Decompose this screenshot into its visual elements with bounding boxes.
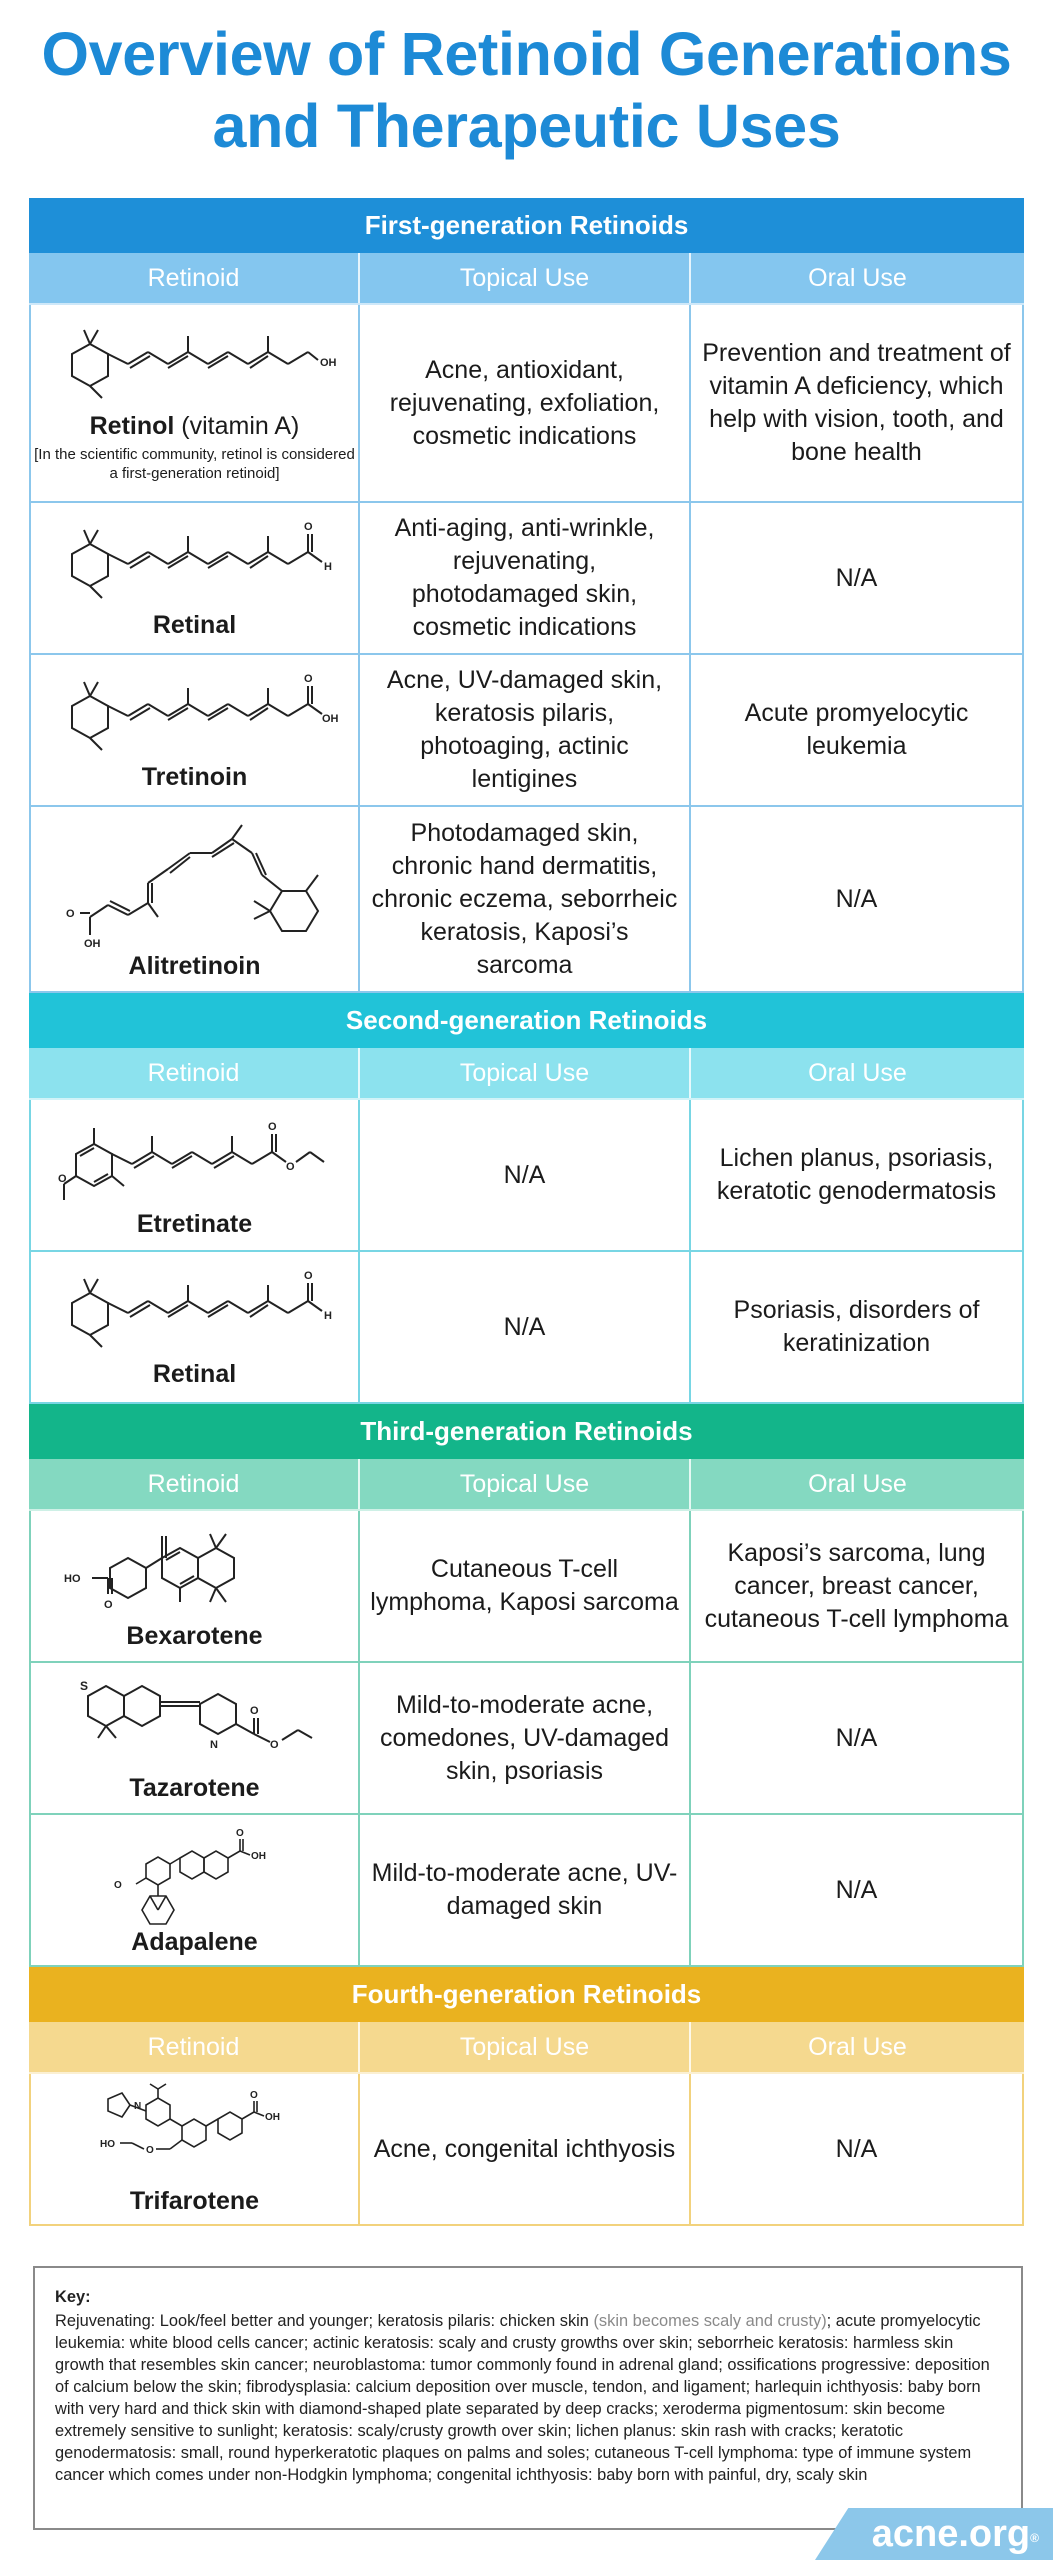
retinal-structure-diagram xyxy=(50,1265,340,1360)
column-header-topical: Topical Use xyxy=(360,2022,691,2072)
o-label: O xyxy=(145,2144,154,2156)
table-row xyxy=(29,1252,1024,1404)
retinoid-cell xyxy=(29,1511,360,1663)
o-label: O xyxy=(103,1598,113,1611)
retinoid-cell xyxy=(29,1663,360,1815)
o-label: O xyxy=(285,1160,295,1173)
ho-label: HO xyxy=(63,1572,80,1585)
retinoid-cell xyxy=(29,2074,360,2226)
column-header-retinoid: Retinoid xyxy=(29,1459,360,1509)
column-header-retinoid: Retinoid xyxy=(29,1048,360,1098)
oh-label: OH xyxy=(321,713,338,725)
n-label: N xyxy=(209,1738,218,1751)
table-row xyxy=(29,655,1024,807)
topical-use-cell: N/A xyxy=(360,1100,691,1252)
retinoid-name: Etretinate xyxy=(136,1209,253,1238)
o-label: O xyxy=(303,1270,313,1282)
table-row xyxy=(29,503,1024,655)
registered-mark: ® xyxy=(1030,2531,1039,2545)
column-header-row xyxy=(29,253,1024,305)
topical-use-cell: Cutaneous T-cell lymphoma, Kaposi sarcoma xyxy=(360,1511,691,1663)
bexarotene-structure-diagram xyxy=(50,1522,340,1622)
oral-use-cell: Lichen planus, psoriasis, keratotic genodermatosis xyxy=(691,1100,1024,1252)
key-text-light: (skin becomes scaly and crusty) xyxy=(593,2312,827,2330)
column-header-oral: Oral Use xyxy=(808,2032,907,2061)
o-label: O xyxy=(113,1879,122,1891)
column-header-retinoid: Retinoid xyxy=(29,253,360,303)
retinoid-name xyxy=(90,412,300,441)
topical-use-cell: Mild-to-moderate acne, UV-damaged skin xyxy=(360,1815,691,1967)
topical-use-cell: Anti-aging, anti-wrinkle, rejuvenating, photodamaged skin, cosmetic indications xyxy=(360,503,691,655)
key-title: Key: xyxy=(55,2288,91,2306)
column-header-topical: Topical Use xyxy=(360,1048,691,1098)
oral-use-cell: N/A xyxy=(691,1815,1024,1967)
column-header-row xyxy=(29,1459,1024,1511)
s-label: S xyxy=(79,1678,88,1693)
fourth-generation-section xyxy=(29,1967,1024,2226)
glossary-key xyxy=(33,2266,1023,2530)
topical-use-cell: N/A xyxy=(360,1252,691,1404)
retinoid-name: Bexarotene xyxy=(126,1621,263,1650)
section-heading: Third-generation Retinoids xyxy=(29,1404,1024,1459)
tretinoin-structure-diagram xyxy=(50,668,340,763)
topical-use-cell: Acne, UV-damaged skin, keratosis pilaris, photoaging, actinic lentigines xyxy=(360,655,691,807)
retinoid-name: Retinal xyxy=(152,1360,237,1388)
o-label: O xyxy=(249,2089,258,2101)
retinoid-cell xyxy=(29,503,360,655)
o-label: O xyxy=(249,1704,259,1717)
n-label: N xyxy=(133,2100,141,2112)
oral-use-cell: Acute promyelocytic leukemia xyxy=(691,655,1024,807)
adapalene-structure-diagram xyxy=(50,1824,340,1928)
key-text-part-2: ; acute promyelocytic leukemia: white blood cells cancer; actinic keratosis: scaly and crusty growths over skin; seborrheic keratosis: harmless skin growth that resembles skin cancer; neuroblastoma: tumor commonly found in adrenal gland; ossifications progressive: deposition of calcium below the skin; fibrodysplasia: calcium deposition over muscle, tendon, and ligament; harlequin ichthyosis: baby born with very hard and thick skin with diamond-shaped plate separated by deep cracks; xeroderma pigmentosum: skin become extremely sensitive to sunlight; keratosis: scaly/crusty growth over skin; lichen planus: skin rash with cracks; keratotic genodermatosis: small, round hyperkeratotic plaques on palms and soles; cutaneous T-cell lymphoma: type of immune system cancer which comes under non-Hodgkin lymphoma; congenital ichthyosis: baby born with painful, dry, scaly skin xyxy=(55,2312,990,2484)
trifarotene-structure-diagram xyxy=(50,2083,340,2187)
first-generation-section xyxy=(29,198,1024,993)
retinoid-name: Alitretinoin xyxy=(128,952,261,980)
section-heading: Second-generation Retinoids xyxy=(29,993,1024,1048)
oh-label: OH xyxy=(250,1850,266,1862)
topical-use-cell: Mild-to-moderate acne, comedones, UV-damaged skin, psoriasis xyxy=(360,1663,691,1815)
oral-use-cell: Psoriasis, disorders of keratinization xyxy=(691,1252,1024,1404)
oh-label: OH xyxy=(319,356,336,369)
brand-logo[interactable] xyxy=(872,2510,1039,2558)
oral-use-cell: Prevention and treatment of vitamin A deficiency, which help with vision, tooth, and bone health xyxy=(691,305,1024,503)
retinoid-name: Adapalene xyxy=(131,1927,258,1956)
column-header-oral: Oral Use xyxy=(808,1469,907,1498)
second-generation-section xyxy=(29,993,1024,1404)
o-label: O xyxy=(57,1172,67,1185)
table-row xyxy=(29,1663,1024,1815)
oral-use-cell: N/A xyxy=(691,1663,1024,1815)
table-row xyxy=(29,1511,1024,1663)
o-label: O xyxy=(303,673,313,685)
oh-label: OH xyxy=(83,938,100,950)
retinoid-name: Trifarotene xyxy=(129,2186,260,2215)
page-title xyxy=(0,18,1053,162)
alitretinoin-structure-diagram xyxy=(50,817,340,952)
key-text-part-1: Rejuvenating: Look/feel better and younger; keratosis pilaris: chicken skin xyxy=(55,2312,594,2330)
table-row xyxy=(29,1100,1024,1252)
oral-use-cell: N/A xyxy=(691,807,1024,993)
retinol-structure-diagram xyxy=(50,324,340,412)
o-label: O xyxy=(267,1120,277,1133)
table-row xyxy=(29,807,1024,993)
retinoid-cell xyxy=(29,655,360,807)
section-heading: Fourth-generation Retinoids xyxy=(29,1967,1024,2022)
retinoid-name: Tretinoin xyxy=(141,763,248,791)
table-row xyxy=(29,305,1024,503)
column-header-topical: Topical Use xyxy=(360,1459,691,1509)
retinoid-cell xyxy=(29,1100,360,1252)
retinoid-name: Retinal xyxy=(152,611,237,639)
oh-label: OH xyxy=(264,2111,280,2123)
oral-use-cell: N/A xyxy=(691,2074,1024,2226)
column-header-retinoid: Retinoid xyxy=(29,2022,360,2072)
table-row xyxy=(29,2074,1024,2226)
tazarotene-structure-diagram xyxy=(50,1674,340,1774)
etretinate-structure-diagram xyxy=(50,1112,340,1210)
o-label: O xyxy=(235,1827,244,1839)
retinoid-name: Tazarotene xyxy=(129,1773,260,1802)
retinoid-cell xyxy=(29,1815,360,1967)
retinal-structure-diagram xyxy=(50,516,340,611)
brand-text: acne.org xyxy=(871,2513,1031,2555)
o-label: O xyxy=(269,1738,279,1751)
title-line-1: Overview of Retinoid Generations xyxy=(41,20,1012,88)
retinoid-cell xyxy=(29,305,360,503)
column-header-topical: Topical Use xyxy=(360,253,691,303)
column-header-row xyxy=(29,1048,1024,1100)
column-header-oral: Oral Use xyxy=(808,263,907,292)
retinoid-cell xyxy=(29,1252,360,1404)
topical-use-cell: Acne, congenital ichthyosis xyxy=(360,2074,691,2226)
o-label: O xyxy=(303,521,313,533)
h-label: H xyxy=(323,1310,332,1322)
retinoid-name-text: Retinol xyxy=(89,411,175,440)
column-header-oral: Oral Use xyxy=(808,1058,907,1087)
key-text xyxy=(55,2310,1001,2486)
o-label: O xyxy=(65,908,75,920)
retinoid-table xyxy=(29,198,1024,2226)
retinoid-cell xyxy=(29,807,360,993)
oral-use-cell: Kaposi’s sarcoma, lung cancer, breast cancer, cutaneous T-cell lymphoma xyxy=(691,1511,1024,1663)
title-line-2: and Therapeutic Uses xyxy=(212,92,841,160)
third-generation-section xyxy=(29,1404,1024,1967)
topical-use-cell: Photodamaged skin, chronic hand dermatitis, chronic eczema, seborrheic keratosis, Kaposi’s sarcoma xyxy=(360,807,691,993)
section-heading: First-generation Retinoids xyxy=(29,198,1024,253)
column-header-row xyxy=(29,2022,1024,2074)
oral-use-cell: N/A xyxy=(691,503,1024,655)
topical-use-cell: Acne, antioxidant, rejuvenating, exfoliation, cosmetic indications xyxy=(360,305,691,503)
table-row xyxy=(29,1815,1024,1967)
retinoid-name-suffix: (vitamin A) xyxy=(174,411,300,440)
h-label: H xyxy=(323,561,332,573)
retinoid-note: [In the scientific community, retinol is considered a first-generation retinoid] xyxy=(34,445,355,482)
ho-label: HO xyxy=(99,2138,115,2150)
